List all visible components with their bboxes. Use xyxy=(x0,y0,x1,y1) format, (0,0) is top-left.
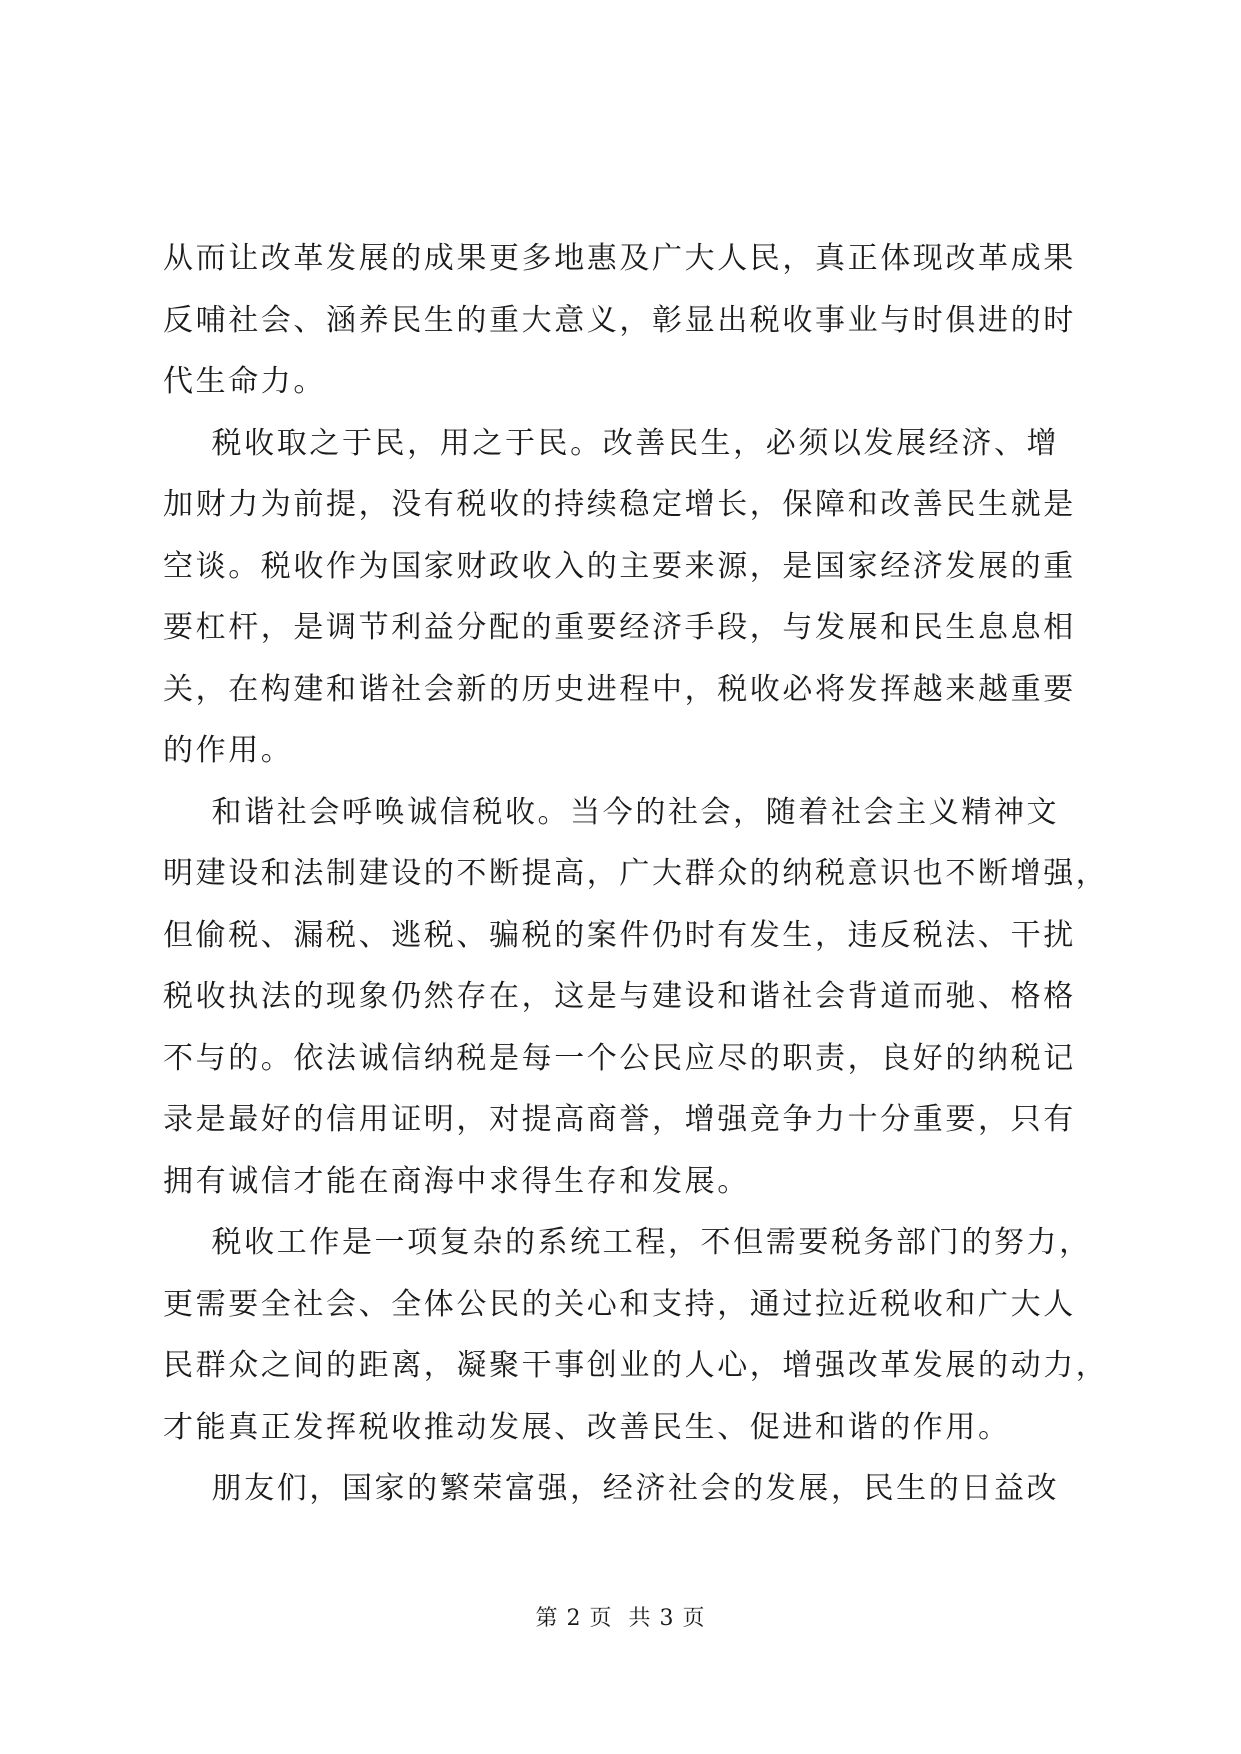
text-line: 反哺社会、涵养民生的重大意义，彰显出税收事业与时俱进的时 xyxy=(163,302,1076,338)
text-line: 录是最好的信用证明，对提高商誉，增强竞争力十分重要，只有 xyxy=(163,1102,1076,1137)
text-line: 和谐社会呼唤诚信税收。当今的社会，随着社会主义精神文 xyxy=(163,794,1060,830)
text-line: 不与的。依法诚信纳税是每一个公民应尽的职责，良好的纳税记 xyxy=(163,1040,1076,1076)
text-line: 税收取之于民，用之于民。改善民生，必须以发展经济、增 xyxy=(163,425,1060,461)
text-line: 加财力为前提，没有税收的持续稳定增长，保障和改善民生就是 xyxy=(163,487,1076,522)
text-line: 税收执法的现象仍然存在，这是与建设和谐社会背道而驰、格格 xyxy=(163,979,1076,1014)
text-line: 要杠杆，是调节利益分配的重要经济手段，与发展和民生息息相 xyxy=(163,610,1076,645)
text-line: 民群众之间的距离，凝聚干事创业的人心，增强改革发展的动力， xyxy=(163,1348,1109,1383)
text-line: 但偷税、漏税、逃税、骗税的案件仍时有发生，违反税法、干扰 xyxy=(163,917,1076,953)
text-line: 税收工作是一项复杂的系统工程，不但需要税务部门的努力， xyxy=(163,1225,1092,1260)
text-line: 从而让改革发展的成果更多地惠及广大人民，真正体现改革成果 xyxy=(163,241,1076,276)
text-line: 关，在构建和谐社会新的历史进程中，税收必将发挥越来越重要 xyxy=(163,671,1076,707)
body-text xyxy=(163,228,1109,1520)
text-line: 代生命力。 xyxy=(163,364,326,399)
text-line: 才能真正发挥税收推动发展、改善民生、促进和谐的作用。 xyxy=(163,1409,1011,1445)
page-number-footer: 第 2 页 共 3 页 xyxy=(535,1606,706,1631)
text-line: 明建设和法制建设的不断提高，广大群众的纳税意识也不断增强， xyxy=(163,856,1109,891)
text-line: 朋友们，国家的繁荣富强，经济社会的发展，民生的日益改 xyxy=(163,1471,1060,1506)
text-line: 空谈。税收作为国家财政收入的主要来源，是国家经济发展的重 xyxy=(163,548,1076,584)
text-line: 更需要全社会、全体公民的关心和支持，通过拉近税收和广大人 xyxy=(163,1286,1076,1322)
text-line: 拥有诚信才能在商海中求得生存和发展。 xyxy=(163,1163,750,1199)
text-line: 的作用。 xyxy=(163,733,294,768)
